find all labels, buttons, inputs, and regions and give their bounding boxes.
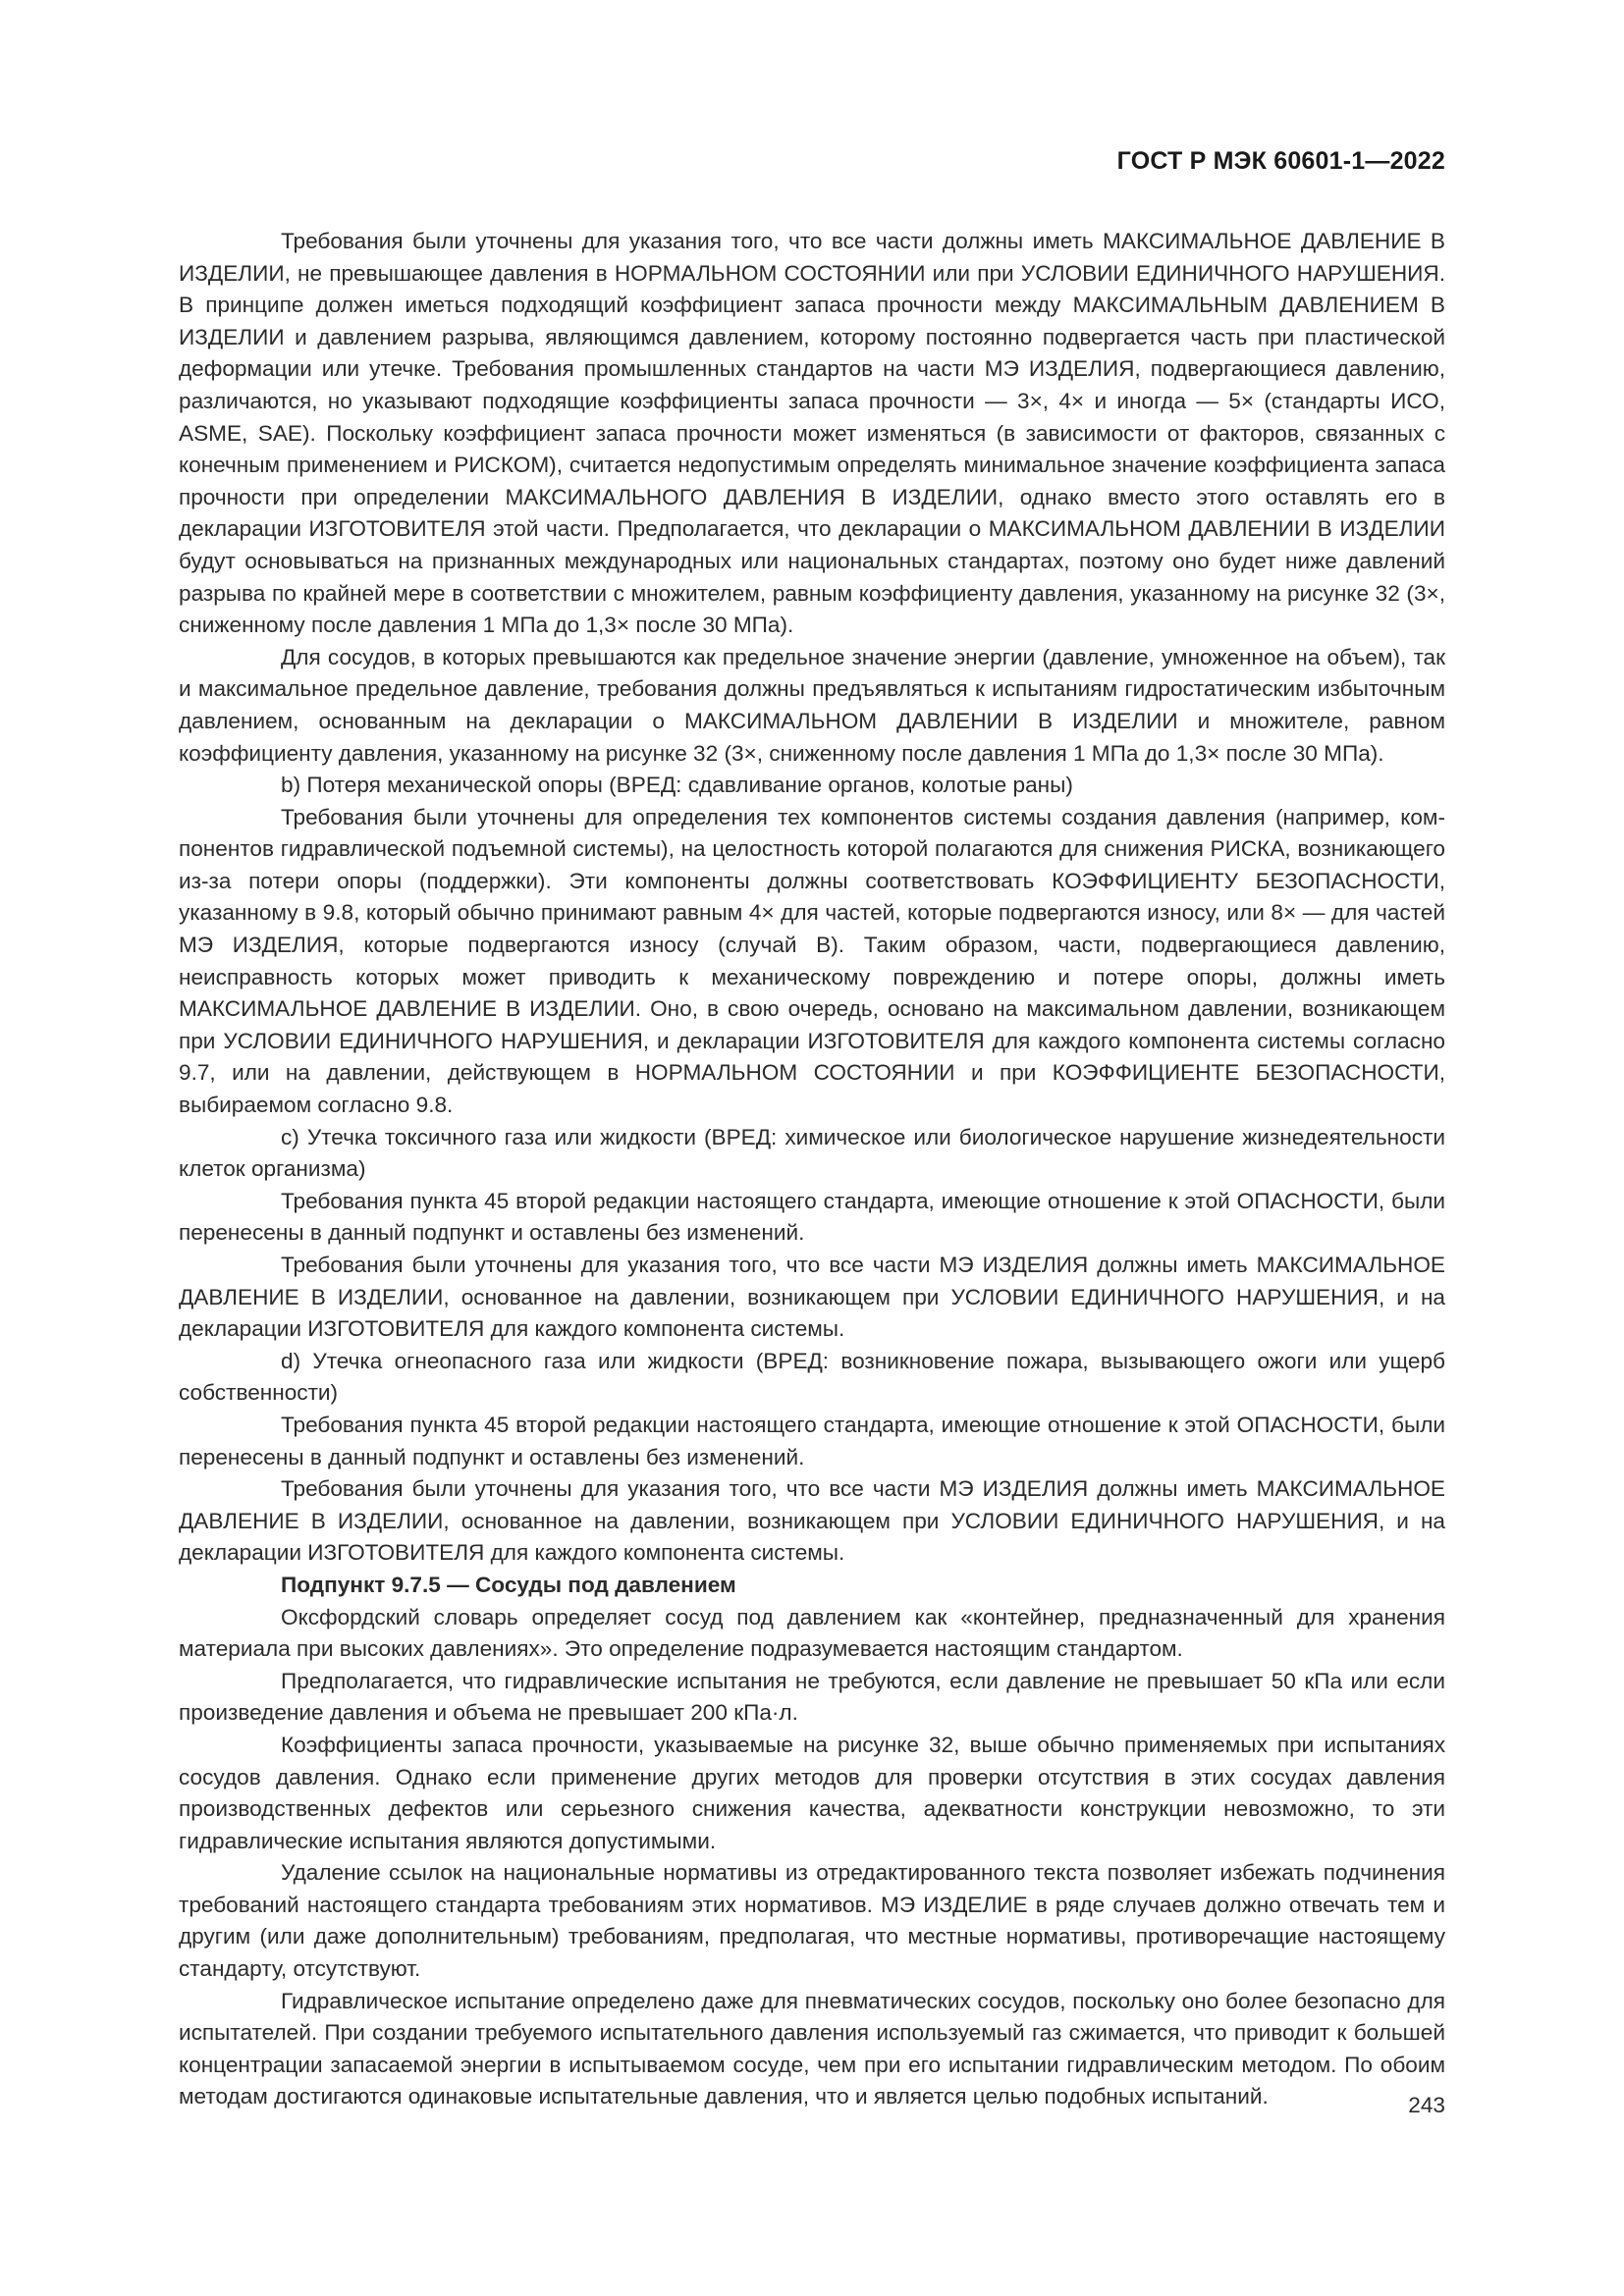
body-text bbox=[179, 226, 1445, 2113]
list-item-heading: d) Утечка огнеопасного газа или жидкости (ВРЕД: возникновение пожара, вызывающего ожоги или ущерб собственности) bbox=[179, 1348, 1445, 1406]
list-item-heading: c) Утечка токсичного газа или жидкости (ВРЕД: химическое или биологическое нарушение жизнедеятельности клеток организма) bbox=[179, 1124, 1445, 1182]
paragraph: Требования пункта 45 второй редакции настоящего стандарта, имеющие отношение к этой ОПАСНОСТИ, были перенесены в данный подпункт и оставлены без изменений. bbox=[179, 1188, 1445, 1246]
paragraph: Оксфордский словарь определяет сосуд под давлением как «контейнер, предназначенный для хранения материала при высоких давлениях». Это определение подразумевается настоящим стандартом. bbox=[179, 1604, 1445, 1662]
paragraph: Для сосудов, в которых превышаются как предельное значение энергии (давление, умноженное на объем), так и максимальное предельное давление, требования должны предъявляться к испытаниям гидростатическим избыточным давлением, основанным на декларации о МАКСИМАЛЬНОМ ДАВЛЕНИИ В ИЗДЕЛИИ и множителе, равном коэффициенту давления, указанному на рисунке 32 (3×, сниженному после давления 1 МПа до 1,3× после 30 МПа). bbox=[179, 644, 1445, 766]
paragraph: Гидравлическое испытание определено даже для пневматических сосудов, поскольку оно более безопасно для испытателей. При создании требуемого испытательного давления используемый газ сжимается, что приводит к большей концентрации запасаемой энергии в испытываемом сосуде, чем при его испытании гидравлическим методом. По обоим методам достигаются одинаковые испытательные давления, что и является целью подобных испытаний. bbox=[179, 1988, 1445, 2109]
paragraph: Удаление ссылок на национальные нормативы из отредактированного текста позволяет избежать подчинения требований настоящего стандарта требованиям этих нормативов. МЭ ИЗДЕЛИЕ в ряде случаев должно отвечать тем и другим (или даже дополнительным) требованиям, предполагая, что местные нормативы, противоречащие настоящему стандарту, отсутствуют. bbox=[179, 1860, 1445, 1982]
paragraph: Предполагается, что гидравлические испытания не требуются, если давление не превышает 50 кПа или если произведение давления и объема не превышает 200 кПа·л. bbox=[179, 1668, 1445, 1726]
list-item-heading: b) Потеря механической опоры (ВРЕД: сдавливание органов, колотые раны) bbox=[281, 773, 1073, 798]
paragraph: Требования пункта 45 второй редакции настоящего стандарта, имеющие отношение к этой ОПАСНОСТИ, были перенесены в данный подпункт и оставлены без изменений. bbox=[179, 1412, 1445, 1469]
document-header-id: ГОСТ Р МЭК 60601-1—2022 bbox=[1116, 147, 1445, 175]
paragraph: Требования были уточнены для указания того, что все части МЭ ИЗДЕЛИЯ должны иметь МАКСИМАЛЬНОЕ ДАВЛЕНИЕ В ИЗДЕЛИИ, основанное на давлении, возникающем при УСЛОВИИ ЕДИНИЧНОГО НАРУШЕНИЯ, и на декларации ИЗГОТОВИТЕЛЯ для каждого компонента системы. bbox=[179, 1253, 1445, 1342]
paragraph: Требования были уточнены для указания того, что все части МЭ ИЗДЕЛИЯ должны иметь МАКСИМАЛЬНОЕ ДАВЛЕНИЕ В ИЗДЕЛИИ, основанное на давлении, возникающем при УСЛОВИИ ЕДИНИЧНОГО НАРУШЕНИЯ, и на декларации ИЗГОТОВИТЕЛЯ для каждого компонента системы. bbox=[179, 1476, 1445, 1566]
paragraph: Коэффициенты запаса прочности, указываемые на рисунке 32, выше обычно применяемых при испытаниях сосудов давления. Однако если применение других методов для проверки отсутствия в этих сосудах давления производственных дефектов или серьезного снижения качества, адекватности конструкции невозможно, то эти гидравлические испытания являются допустимыми. bbox=[179, 1732, 1445, 1853]
paragraph: Требования были уточнены для указания того, что все части должны иметь МАКСИМАЛЬНОЕ ДАВЛЕНИЕ В ИЗДЕЛИИ, не превышающее давления в НОРМАЛЬНОМ СОСТОЯНИИ или при УСЛОВИИ ЕДИНИЧНОГО НАРУШЕНИЯ. В принципе должен иметься подходящий коэффициент запаса прочности между МАКСИМАЛЬНЫМ ДАВЛЕНИЕМ В ИЗДЕЛИИ и давлением разрыва, являющимся давлением, которому постоянно подвергается часть при пластической деформации или утечке. Требования промышленных стандартов на части МЭ ИЗДЕЛИЯ, подвергающиеся давлению, различаются, но указывают подходящие коэффициенты запаса прочности — 3×, 4× и иногда — 5× (стандарты ИСО, ASME, SAE). Поскольку коэффициент запаса прочности может изменяться (в зависимости от факторов, связанных с конечным применением и РИСКОМ), считается недопустимым определять минимальное значение коэффициента запаса прочности при определении МАКСИМАЛЬНОГО ДАВЛЕНИЯ В ИЗДЕЛИИ, однако вместо этого оставлять его в декларации ИЗГОТОВИТЕЛЯ этой части. Предполагается, что декларации о МАКСИМАЛЬНОМ ДАВЛЕНИИ В ИЗДЕЛИИ будут основываться на признанных международных или национальных стандартах, поэтому оно будет ниже давлений разрыва по крайней мере в соответствии с множителем, равным коэффициенту давления, указанному на рисунке 32 (3×, сниженному после давления 1 МПа до 1,3× после 30 МПа). bbox=[179, 229, 1445, 638]
paragraph: Требования были уточнены для определения тех компонентов системы создания давления (например, компонентов гидравлической подъемной системы), на целостность которой полагаются для снижения РИСКА, возникающего из-за потери опоры (поддержки). Эти компоненты должны соответствовать КОЭФФИЦИЕНТУ БЕЗОПАСНОСТИ, указанному в 9.8, который обычно принимают равным 4× для частей, которые подвергаются износу, или 8× — для частей МЭ ИЗДЕЛИЯ, которые подвергаются износу (случай В). Таким образом, части, подвергающиеся давлению, неисправность которых может приводить к механическому повреждению и потере опоры, должны иметь МАКСИМАЛЬНОЕ ДАВЛЕНИЕ В ИЗДЕЛИИ. Оно, в свою очередь, основано на максимальном давлении, возникающем при УСЛОВИИ ЕДИНИЧНОГО НАРУШЕНИЯ, и декларации ИЗГОТОВИТЕЛЯ для каждого компонента системы согласно 9.7, или на давлении, действующем в НОРМАЛЬНОМ СОСТОЯНИИ и при КОЭФФИЦИЕНТЕ БЕЗОПАСНОСТИ, выбираемом согласно 9.8. bbox=[179, 804, 1445, 1118]
page-number: 243 bbox=[1408, 2093, 1445, 2117]
section-heading: Подпункт 9.7.5 — Сосуды под давлением bbox=[281, 1572, 736, 1597]
